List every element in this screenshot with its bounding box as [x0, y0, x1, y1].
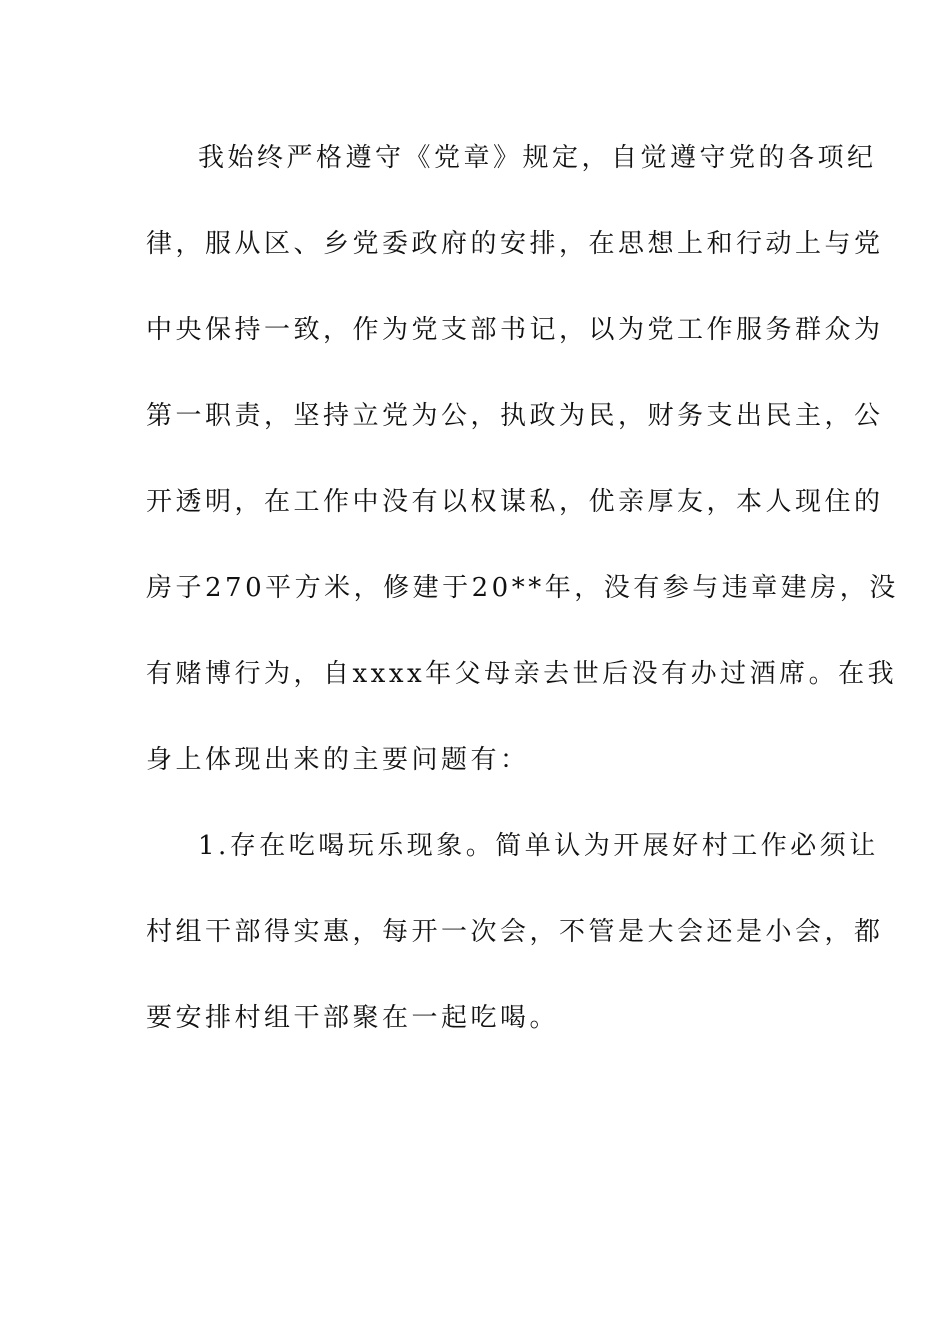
paragraph-1-line-8: 身上体现出来的主要问题有： — [146, 745, 530, 775]
paragraph-1-line-4: 第一职责，坚持立党为公，执政为民，财务支出民主，公 — [146, 401, 884, 431]
paragraph-2-line-2: 村组干部得实惠，每开一次会，不管是大会还是小会，都 — [146, 917, 884, 947]
paragraph-1-line-6: 房子270平方米，修建于20**年，没有参与违章建房，没 — [146, 573, 899, 603]
paragraph-1-line-3: 中央保持一致，作为党支部书记，以为党工作服务群众为 — [146, 315, 884, 345]
paragraph-2-line-1: 1.存在吃喝玩乐现象。简单认为开展好村工作必须让 — [198, 831, 879, 861]
paragraph-1-line-7: 有赌博行为，自xxxx年父母亲去世后没有办过酒席。在我 — [146, 659, 898, 689]
paragraph-1-line-5: 开透明，在工作中没有以权谋私，优亲厚友，本人现住的 — [146, 487, 884, 517]
paragraph-2-line-3: 要安排村组干部聚在一起吃喝。 — [146, 1003, 560, 1033]
paragraph-1-line-1: 我始终严格遵守《党章》规定，自觉遵守党的各项纪 — [198, 143, 877, 173]
paragraph-1-line-2: 律，服从区、乡党委政府的安排，在思想上和行动上与党 — [146, 229, 884, 259]
